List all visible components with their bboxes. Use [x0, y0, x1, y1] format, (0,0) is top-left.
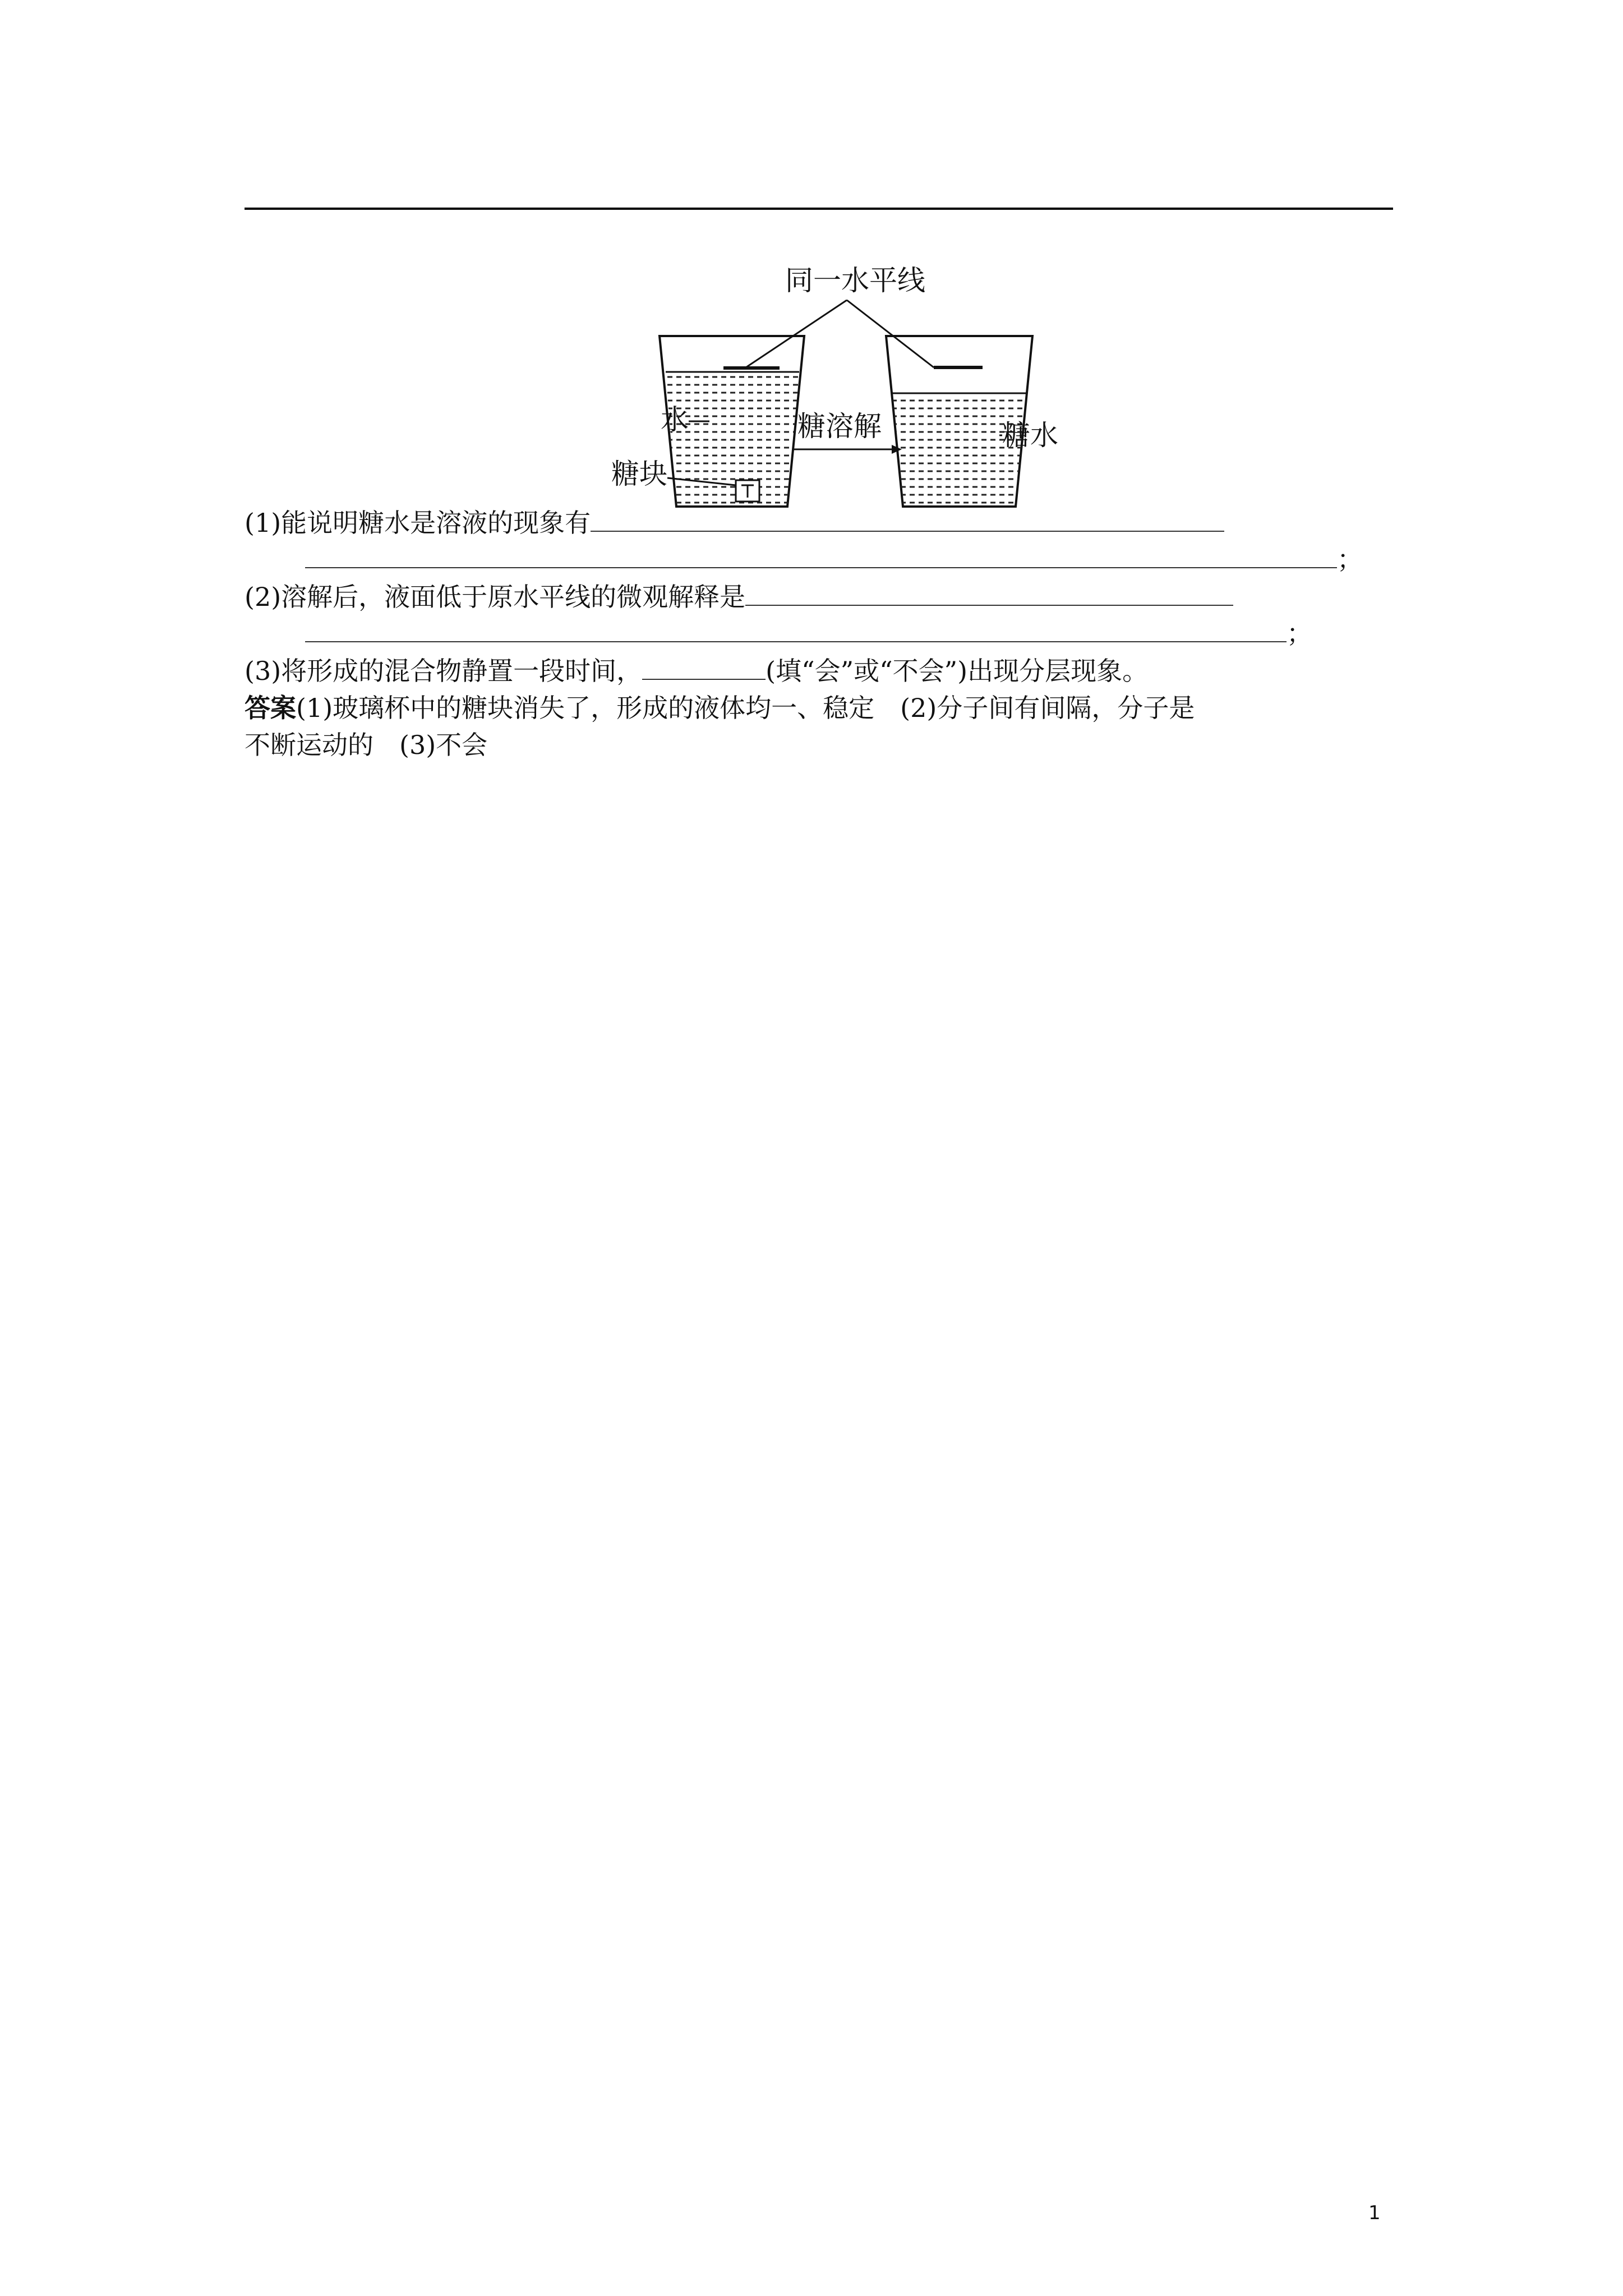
- question-3-pre: (3)将形成的混合物静置一段时间，: [245, 656, 643, 686]
- dissolving-figure: [594, 255, 1066, 519]
- question-1-end: ；: [1337, 544, 1363, 574]
- label-sugar-cube: 糖块: [611, 458, 667, 490]
- question-1: [245, 506, 1224, 540]
- answer-continuation: [245, 728, 487, 762]
- answer-block: [245, 691, 1195, 725]
- dissolving-diagram: [594, 255, 1066, 519]
- header-rule: [245, 208, 1393, 210]
- answer-blank[interactable]: [745, 582, 1233, 606]
- question-2-text: (2)溶解后，液面低于原水平线的微观解释是: [245, 582, 746, 612]
- question-1-continuation: [305, 542, 1363, 576]
- question-2: [245, 580, 1233, 614]
- answer-blank[interactable]: [642, 656, 766, 680]
- answer-blank[interactable]: [305, 545, 1337, 568]
- question-2-end: ；: [1287, 618, 1312, 648]
- label-water: 水: [661, 403, 689, 436]
- answer-line-2: 不断运动的 (3)不会: [245, 730, 488, 760]
- page-number: 1: [1368, 2202, 1381, 2224]
- answer-blank[interactable]: [591, 508, 1224, 532]
- question-1-text: (1)能说明糖水是溶液的现象有: [245, 508, 591, 538]
- pointer-right: [847, 300, 934, 367]
- question-2-continuation: [305, 616, 1312, 650]
- answer-label: 答案: [245, 693, 296, 723]
- left-liquid: [666, 373, 799, 507]
- question-3: [245, 654, 1148, 688]
- label-dissolve: 糖溶解: [797, 410, 882, 443]
- answer-line-1: (1)玻璃杯中的糖块消失了，形成的液体均一、稳定 (2)分子间有间隔，分子是: [296, 693, 1195, 723]
- label-sugar-water: 糖水: [1002, 419, 1058, 452]
- pointer-left: [746, 300, 847, 367]
- label-same-level: 同一水平线: [785, 264, 925, 297]
- answer-blank[interactable]: [305, 619, 1287, 642]
- question-3-post: (填“会”或“不会”)出现分层现象。: [766, 656, 1149, 686]
